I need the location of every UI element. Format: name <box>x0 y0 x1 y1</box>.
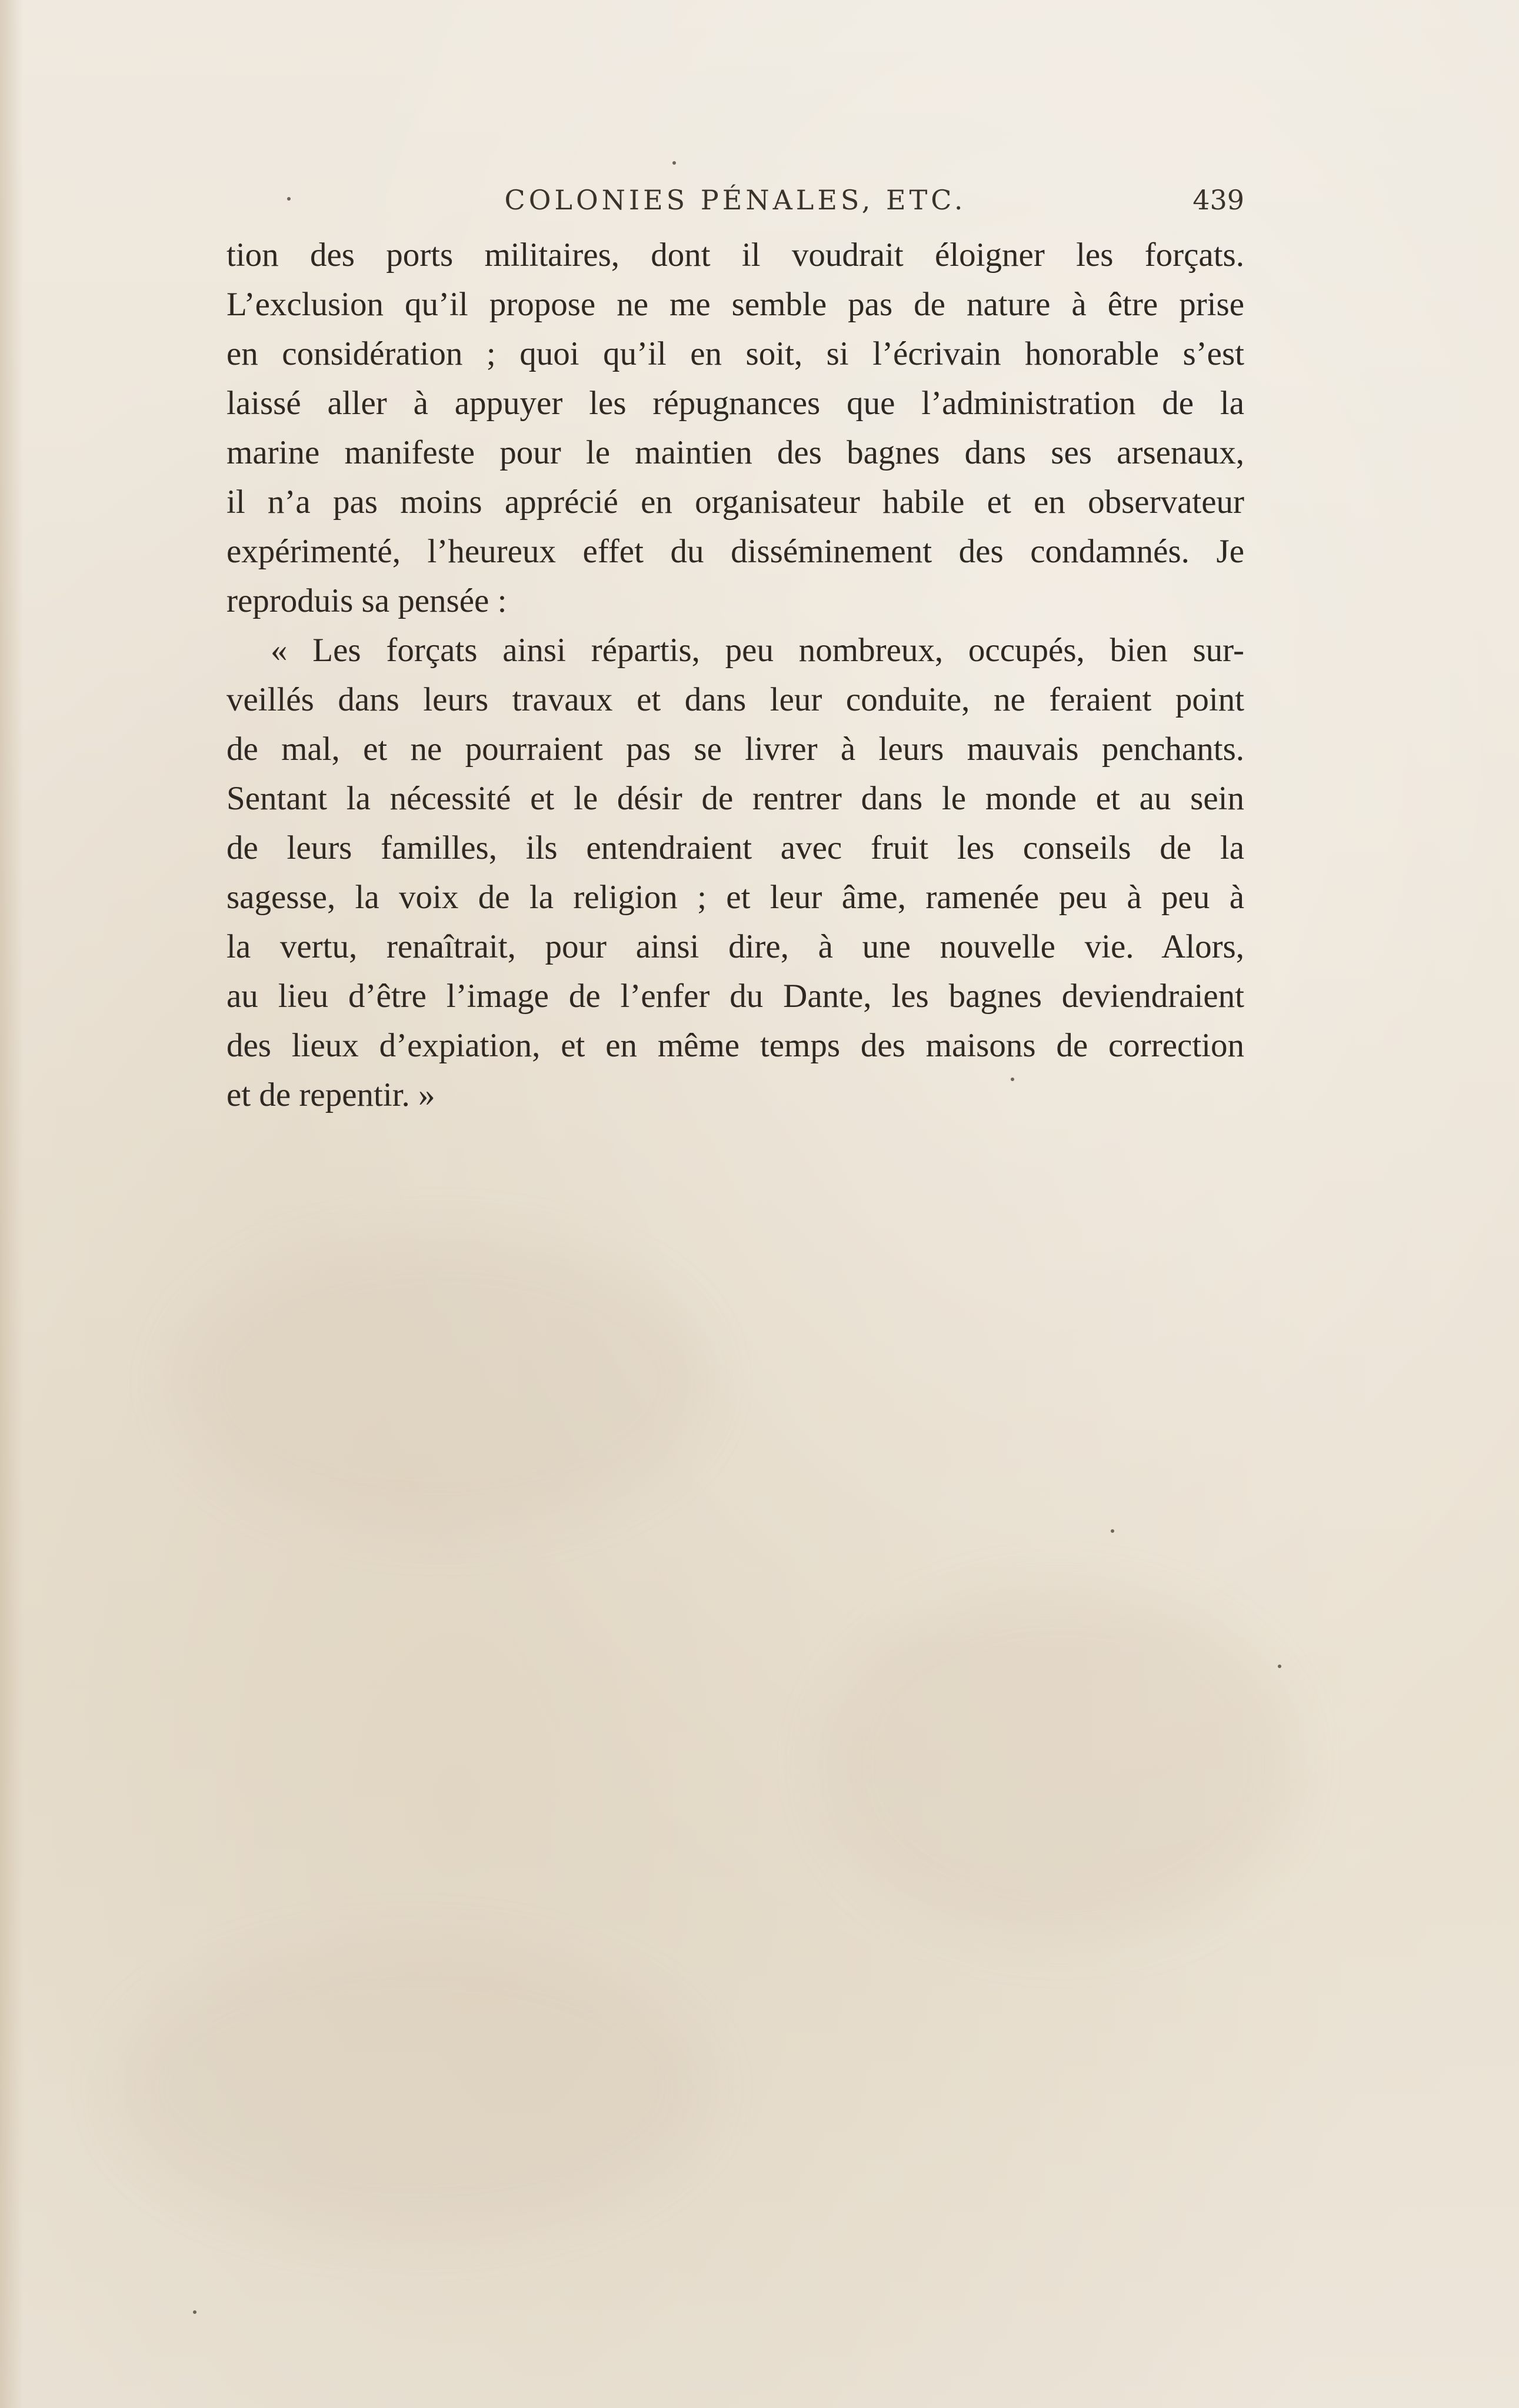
paper-stain <box>176 1235 706 1529</box>
text-line: L’exclusion qu’il propose ne me semble pas de nature à être prise <box>226 286 1244 323</box>
paper-stain <box>118 1941 706 2235</box>
text-line: laissé aller à appuyer les répugnances que l’administration de la <box>226 385 1244 422</box>
text-line: de mal, et ne pourraient pas se livrer à leurs mauvais penchants. <box>226 731 1244 768</box>
text-line: et de repentir. » <box>226 1076 435 1113</box>
text-line: il n’a pas moins apprécié en organisateur habile et en observateur <box>226 483 1244 521</box>
running-title: COLONIES PÉNALES, ETC. <box>504 184 967 216</box>
text-line: Sentant la nécessité et le désir de rentrer dans le monde et au sein <box>226 780 1244 817</box>
text-line: des lieux d’expiation, et en même temps des maisons de correction <box>226 1027 1244 1064</box>
text-line: de leurs familles, ils entendraient avec fruit les conseils de la <box>226 829 1244 866</box>
paper-stain <box>824 1588 1294 1941</box>
text-line: « Les forçats ainsi répartis, peu nombreux, occupés, bien sur- <box>271 632 1244 669</box>
text-line: au lieu d’être l’image de l’enfer du Dante, les bagnes deviendraient <box>226 978 1244 1015</box>
text-line: veillés dans leurs travaux et dans leur conduite, ne feraient point <box>226 681 1244 718</box>
paragraph <box>226 231 1244 626</box>
page-number: 439 <box>1192 184 1244 216</box>
paper-speck <box>672 161 676 165</box>
paper-speck <box>193 2310 196 2314</box>
body-text <box>226 231 1244 1120</box>
text-line: expérimenté, l’heureux effet du disséminement des condamnés. Je <box>226 533 1244 570</box>
running-head <box>226 179 1244 221</box>
text-line: en considération ; quoi qu’il en soit, si l’écrivain honorable s’est <box>226 335 1244 372</box>
text-line: marine manifeste pour le maintien des bagnes dans ses arsenaux, <box>226 434 1244 471</box>
text-line: sagesse, la voix de la religion ; et leur âme, ramenée peu à peu à <box>226 879 1244 916</box>
text-line: reproduis sa pensée : <box>226 582 507 619</box>
text-line: la vertu, renaîtrait, pour ainsi dire, à une nouvelle vie. Alors, <box>226 928 1244 965</box>
quotation-paragraph <box>226 626 1244 1120</box>
paper-speck <box>1278 1665 1281 1668</box>
paper-speck <box>1111 1529 1114 1533</box>
text-line: tion des ports militaires, dont il voudrait éloigner les forçats. <box>226 236 1244 274</box>
page-left-edge-shadow <box>0 0 24 2408</box>
